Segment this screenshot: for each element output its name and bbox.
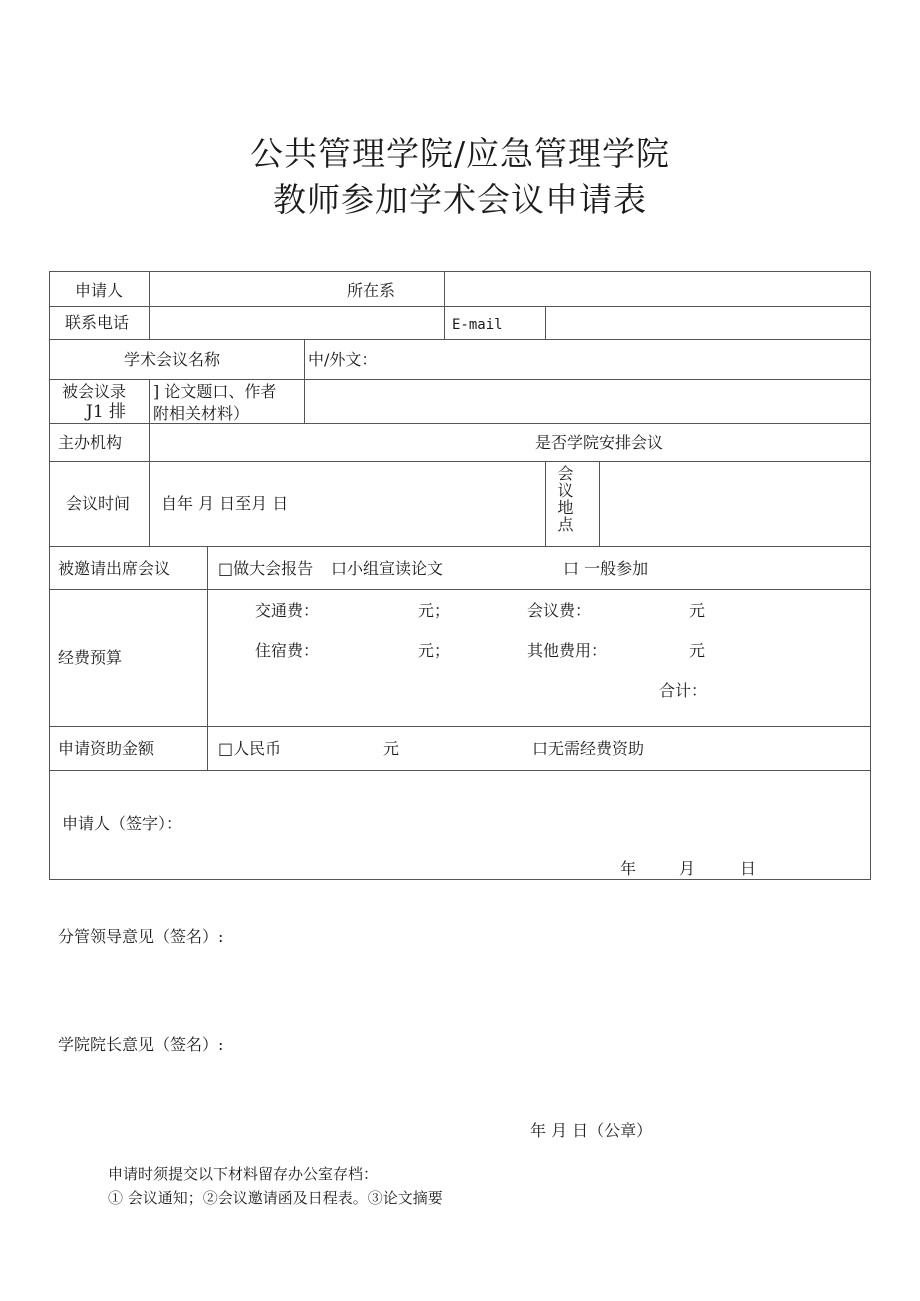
paper-desc-2: 附相关材料） — [153, 404, 250, 423]
option-report[interactable]: □做大会报告 — [218, 559, 314, 578]
row-divider — [49, 589, 871, 590]
row-divider — [49, 726, 871, 727]
col-divider — [149, 271, 150, 339]
option-group[interactable]: 口小组宣读论文 — [331, 559, 444, 578]
conf-fee-label: 会议费： — [527, 601, 592, 620]
form-title-line2: 教师参加学术会议申请表 — [273, 180, 647, 219]
location-field[interactable] — [601, 463, 869, 545]
row-divider — [49, 546, 871, 547]
paper-desc-1: ] 论文题口、作者 — [153, 382, 277, 401]
conf-name-label: 学术会议名称 — [124, 350, 221, 369]
form-title-line1: 公共管理学院/应急管理学院 — [249, 134, 671, 173]
lodging-yuan: 元； — [418, 641, 451, 660]
conf-fee-yuan: 元 — [689, 601, 706, 620]
date-seal: 年 月 日（公章） — [530, 1121, 653, 1140]
conf-name-lang: 中/外文： — [308, 350, 378, 369]
option-general[interactable]: 口 一般参加 — [563, 559, 649, 578]
dept-field[interactable] — [446, 273, 869, 304]
arranged-label: 是否学院安排会议 — [535, 433, 664, 452]
col-divider — [304, 339, 305, 423]
col-divider — [149, 379, 150, 423]
email-label: E-mail — [452, 317, 503, 333]
col-divider — [545, 461, 546, 546]
transport-yuan: 元； — [418, 601, 451, 620]
leader-opinion-label: 分管领导意见（签名）: — [58, 927, 224, 946]
col-divider — [545, 306, 546, 339]
funding-label: 申请资助金额 — [58, 739, 155, 758]
paper-field[interactable] — [306, 381, 869, 422]
email-field[interactable] — [547, 308, 869, 338]
other-fee-yuan: 元 — [689, 641, 706, 660]
no-funding-option[interactable]: 口无需经费资助 — [532, 739, 645, 758]
total-label: 合计： — [659, 681, 708, 700]
organizer-field[interactable] — [151, 425, 521, 460]
rmb-option[interactable]: □人民币 — [218, 739, 282, 758]
col-divider — [599, 461, 600, 546]
col-divider — [207, 546, 208, 770]
phone-label: 联系电话 — [65, 313, 130, 332]
notes-line2: ① 会议通知；②会议邀请函及日程表。③论文摘要 — [108, 1189, 443, 1207]
sign-month: 月 — [679, 859, 696, 878]
dept-label: 所在系 — [347, 281, 396, 300]
dean-opinion-label: 学院院长意见（签名）: — [58, 1035, 224, 1054]
organizer-label: 主办机构 — [58, 433, 123, 452]
applicant-signature-label: 申请人（签字）： — [62, 814, 183, 833]
row-divider — [49, 306, 871, 307]
phone-field[interactable] — [151, 308, 443, 338]
row-divider — [49, 461, 871, 462]
other-fee-label: 其他费用： — [527, 641, 608, 660]
applicant-field[interactable] — [151, 273, 341, 304]
row-divider — [49, 339, 871, 340]
location-label: 会议地点 — [555, 465, 574, 533]
invited-label: 被邀请出席会议 — [58, 559, 171, 578]
sign-year: 年 — [620, 859, 637, 878]
col-divider — [149, 423, 150, 546]
conf-name-field[interactable] — [380, 341, 869, 378]
budget-label: 经费预算 — [58, 648, 123, 667]
sign-day: 日 — [740, 859, 757, 878]
row-divider — [49, 423, 871, 424]
lodging-label: 住宿费： — [255, 641, 320, 660]
notes-line1: 申请时须提交以下材料留存办公室存档： — [108, 1165, 379, 1183]
time-value[interactable]: 自年 月 日至月 日 — [161, 494, 289, 513]
paper-label-2: J1 排 — [86, 402, 127, 422]
applicant-label: 申请人 — [75, 281, 124, 300]
rmb-yuan: 元 — [383, 739, 400, 758]
time-label: 会议时间 — [66, 494, 131, 513]
transport-label: 交通费： — [255, 601, 320, 620]
paper-label-1: 被会议录 — [62, 382, 127, 401]
row-divider — [49, 770, 871, 771]
row-divider — [49, 379, 871, 380]
col-divider — [444, 271, 445, 339]
